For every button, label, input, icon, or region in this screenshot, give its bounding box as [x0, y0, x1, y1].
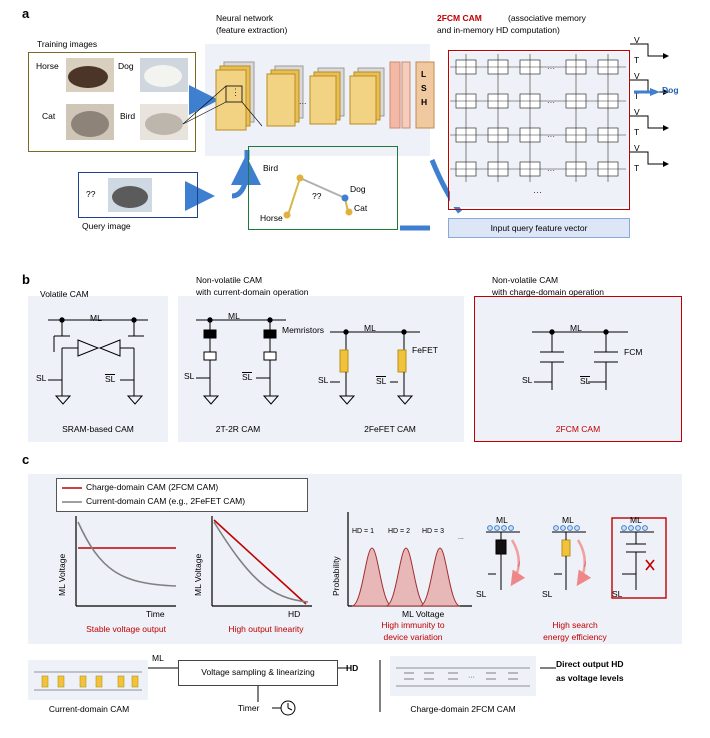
fefet-slb-label: SL: [376, 376, 387, 386]
bottom-hd-label: HD: [346, 663, 359, 673]
cam-title-red: 2FCM CAM: [437, 13, 482, 23]
class-label-bird: Bird: [120, 111, 136, 121]
fefet-ml-label: ML: [364, 323, 376, 333]
svg-text:...: ...: [299, 96, 307, 106]
plot4-caption-line1: High search: [552, 620, 598, 630]
plot1-ylabel: ML Voltage: [57, 553, 67, 596]
class-label-horse: Horse: [36, 61, 59, 71]
direct-output-line2: as voltage levels: [556, 673, 624, 683]
t2r-sl-label: SL: [184, 371, 195, 381]
current-cam-bottom-caption: Current-domain CAM: [48, 704, 130, 714]
row-signal-t-3: T: [634, 127, 640, 137]
query-image-label: Query image: [82, 221, 131, 231]
query-mark: ??: [86, 189, 96, 199]
plot2-xlabel: HD: [288, 609, 301, 619]
row-signal-t-1: T: [634, 55, 640, 65]
plot2-caption: High output linearity: [228, 624, 304, 634]
plot1-xlabel: Time: [146, 609, 165, 619]
fefet-device-label: FeFET: [412, 345, 438, 355]
memristors-label: Memristors: [282, 325, 325, 335]
graph-query-mark: ??: [312, 191, 322, 201]
panel-letter-c: c: [22, 452, 30, 467]
current-cam-title-line1: Non-volatile CAM: [196, 275, 263, 285]
with-word: with: [196, 287, 212, 297]
t2r-slb-label: SL: [242, 372, 253, 382]
fcm-sl-label: SL: [522, 375, 533, 385]
class-label-dog: Dog: [118, 61, 134, 71]
svg-text:···: ···: [468, 674, 475, 681]
fcm-device-label: FCM: [624, 347, 643, 357]
bold-charge-domain: charge-domain: [509, 287, 567, 297]
plot4-caption-line2: energy efficiency: [543, 632, 607, 642]
nn-label-line1: Neural network: [216, 13, 274, 23]
fcm-cam-caption: 2FCM CAM: [555, 424, 601, 434]
plot3-hd1: HD = 1: [352, 528, 374, 535]
plot3-hd2: HD = 2: [388, 528, 410, 535]
row-signal-t-2: T: [634, 91, 640, 101]
sram-cam-caption: SRAM-based CAM: [62, 424, 134, 434]
operation-word-2: operation: [568, 287, 605, 297]
svg-text:⋮: ⋮: [231, 87, 240, 97]
class-label-cat: Cat: [42, 111, 56, 121]
graph-node-cat: Cat: [354, 203, 368, 213]
row-signal-v-2: V: [634, 71, 640, 81]
plot4-sl-2: SL: [542, 589, 553, 599]
row-signal-v-1: V: [634, 35, 640, 45]
nn-label-line2: (feature extraction): [216, 25, 288, 35]
fefet-sl-label: SL: [318, 375, 329, 385]
charge-cam-bottom-array: [390, 656, 536, 696]
with-word-2: with: [492, 287, 508, 297]
plot3-hd-ellipsis: ...: [458, 534, 464, 541]
plot3-xlabel: ML Voltage: [402, 609, 445, 619]
fefet-cam-caption: 2FeFET CAM: [364, 424, 416, 434]
t2r-ml-label: ML: [228, 311, 240, 321]
svg-text:···: ···: [547, 166, 555, 175]
t2r-cam-caption: 2T-2R CAM: [215, 424, 261, 434]
graph-node-horse: Horse: [260, 213, 283, 223]
plot3-ylabel: Probability: [331, 556, 341, 596]
plot2-ylabel: ML Voltage: [193, 553, 203, 596]
lsh-letter-s: S: [421, 83, 427, 93]
legend-label-charge: Charge-domain CAM (2FCM CAM): [86, 482, 219, 492]
voltage-sampling-label: Voltage sampling & linearizing: [201, 667, 315, 677]
row-signal-t-4: T: [634, 163, 640, 173]
plot3-caption-line2: device variation: [383, 632, 443, 642]
fcm-slb-label: SL: [580, 376, 591, 386]
plot4-current-2: i: [584, 559, 586, 569]
plot4-ml-2: ML: [562, 515, 574, 525]
row-signal-v-4: V: [634, 143, 640, 153]
bottom-ml-label: ML: [152, 653, 164, 663]
plot4-ml-1: ML: [496, 515, 508, 525]
direct-output-line1: Direct output HD: [556, 659, 624, 669]
sram-sl-label: SL: [36, 373, 47, 383]
timer-label: Timer: [238, 703, 260, 713]
graph-node-bird: Bird: [263, 163, 279, 173]
cam-title-rest: (associative memory: [508, 13, 586, 23]
volatile-cam-title: Volatile CAM: [40, 289, 89, 299]
graph-node-dog: Dog: [350, 184, 366, 194]
training-images-label: Training images: [34, 40, 100, 50]
svg-text:···: ···: [547, 132, 555, 141]
plot4-sl-1: SL: [476, 589, 487, 599]
sram-ml-label: ML: [90, 313, 102, 323]
svg-text:···: ···: [547, 98, 555, 107]
plot1-caption: Stable voltage output: [86, 624, 166, 634]
plot3-caption-line1: High immunity to: [381, 620, 445, 630]
panel-letter-a: a: [22, 6, 30, 21]
charge-cam-title-line1: Non-volatile CAM: [492, 275, 559, 285]
plot3-hd3: HD = 3: [422, 528, 444, 535]
legend-label-current: Current-domain CAM (e.g., 2FeFET CAM): [86, 496, 246, 506]
plot4-sl-3: SL: [612, 589, 623, 599]
result-label: Dog: [662, 85, 679, 95]
svg-text:···: ···: [547, 64, 555, 73]
row-signal-v-3: V: [634, 107, 640, 117]
fcm-ml-label: ML: [570, 323, 582, 333]
sram-slb-label: SL: [105, 374, 116, 384]
operation-word: operation: [273, 287, 309, 297]
plot4-current-1: i: [518, 559, 520, 569]
cam-title-line2: and in-memory HD computation): [437, 25, 560, 35]
lsh-letter-h: H: [421, 97, 428, 107]
svg-text:···: ···: [533, 187, 542, 197]
feature-vector-label: Input query feature vector: [490, 223, 588, 233]
panel-letter-b: b: [22, 272, 30, 287]
plot4-ml-3: ML: [630, 515, 642, 525]
charge-cam-bottom-caption: Charge-domain 2FCM CAM: [410, 704, 516, 714]
bold-current-domain: current-domain: [213, 287, 271, 297]
lsh-letter-l: L: [421, 69, 427, 79]
